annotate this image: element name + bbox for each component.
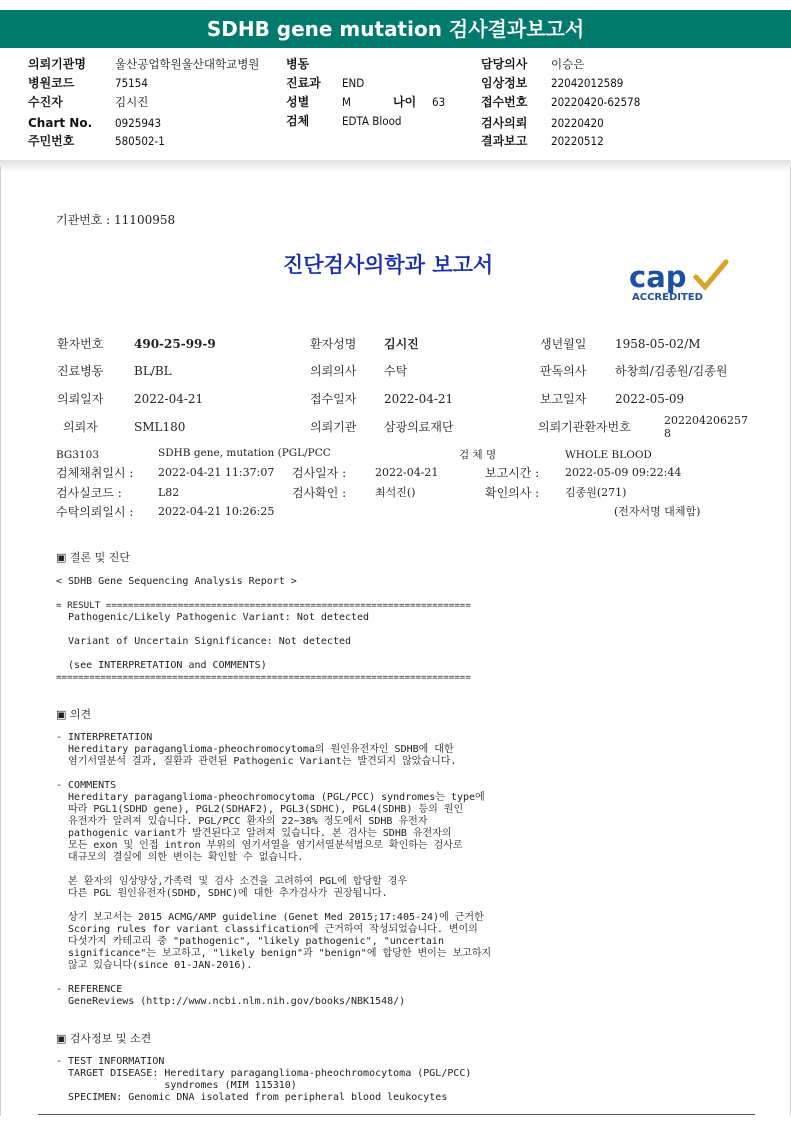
test-date-value: 2022-04-21 [375,466,439,479]
sex-label: 성별 [286,95,310,109]
doctor-value: 이승은 [551,57,585,71]
req-date-value: 2022-04-21 [134,392,204,406]
age-value: 63 [432,95,446,109]
comments-line-1: Hereditary paraganglioma-pheochromocytoma (PGL/PCC) syndromes는 type에 [56,792,485,803]
req-date-label: 의뢰일자 [57,392,104,406]
clinical-label: 임상정보 [481,76,528,90]
header-divider [0,160,791,172]
request-value: 20220420 [551,116,604,130]
comments-line-3: 유전자가 알려져 있습니다. PGL/PCC 환자의 22~38% 정도에서 SDHB 유전자 [56,816,428,827]
report-time-value: 2022-05-09 09:22:44 [565,466,682,479]
test-code: BG3103 [56,449,100,461]
comments-line-9: 상기 보고서는 2015 ACMG/AMP guideline (Genet Med 2015;17:405-24)에 근거한 [56,912,484,923]
section-conclusion: ▣ 결론 및 진단 [56,551,131,564]
result-line-2: Variant of Uncertain Significance: Not detected [56,636,352,647]
institution-value: 울산공업학원울산대학교병원 [115,57,260,71]
comments-line-8: 다른 PGL 원인유전자(SDHD, SDHC)에 대한 추가검사가 권장됩니다. [56,888,388,899]
comments-line-2: 따라 PGL1(SDHD gene), PGL2(SDHAF2), PGL3(SDHC), PGL4(SDHB) 등의 원인 [56,804,464,815]
testinfo-line-1: TARGET DISEASE: Hereditary paraganglioma-pheochromocytoma (PGL/PCC) [56,1068,472,1079]
order-value: 2022-04-21 10:26:25 [158,505,275,518]
chart-value: 0925943 [115,116,162,130]
testinfo-line-2: syndromes (MIM 115310) [56,1080,297,1091]
cap-check-icon [696,262,726,287]
result-line-1: Pathogenic/Likely Pathogenic Variant: Not detected [56,612,370,623]
testinfo-head: - TEST INFORMATION [56,1056,165,1067]
confirm-doc-label: 확인의사 : [485,486,540,500]
collect-value: 2022-04-21 11:37:07 [158,466,275,479]
comments-line-5: 모든 exon 및 인접 intron 부위의 염기서열을 염기서열분석법으로 확인하는 검사로 [56,840,463,851]
comments-head: - COMMENTS [56,780,117,791]
report-title-bar: SDHB gene mutation 검사결과보고서 [0,10,791,48]
room-label: 검사실코드 : [56,486,122,500]
patient-label: 수진자 [28,95,63,109]
document-title: 진단검사의학과 보고서 [283,252,494,277]
report-date-value: 2022-05-09 [615,392,685,406]
analysis-title: < SDHB Gene Sequencing Analysis Report > [56,576,297,587]
specimen-label: 검체 [286,114,310,128]
receipt-value: 20220420-62578 [551,95,641,109]
test-name: SDHB gene, mutation (PGL/PCC [158,447,331,459]
cap-accredited-text: ACCREDITED [632,292,703,303]
org-number: 기관번호 : 11100958 [56,213,176,227]
age-label: 나이 [393,95,417,109]
test-specimen-value: WHOLE BLOOD [565,449,652,461]
req-org-patno-value: 202204206257 [664,414,748,427]
patient-no-label: 환자번호 [57,337,104,351]
name-value: 김시진 [384,337,419,351]
comments-line-13: 않고 있습니다(since 01-JAN-2016). [56,960,253,971]
room-value: L82 [158,486,180,499]
reader-label: 판독의사 [540,364,587,378]
requester-label: 의뢰자 [63,420,98,434]
doctor-label: 담당의사 [481,57,528,71]
chart-label: Chart No. [28,116,93,130]
patient-value: 김시진 [115,95,149,109]
confirm-doc-value: 김종원(271) [565,486,627,499]
req-org-value: 삼광의료재단 [384,420,454,434]
clinical-value: 22042012589 [551,76,624,90]
interp-head: - INTERPRETATION [56,732,153,743]
report-time-label: 보고시간 : [485,466,540,480]
req-org-label: 의뢰기관 [310,420,357,434]
reference-line-1[interactable]: GeneReviews (http://www.ncbi.nlm.nih.gov/books/NBK1548/) [56,996,406,1007]
confirm-label: 검사확인 : [292,486,347,500]
comments-line-11: 다섯가지 카테고리 중 "pathogenic", "likely pathogenic", "uncertain [56,936,444,947]
cap-accredited-logo [626,257,730,305]
requester-value: SML180 [134,420,186,434]
hospital-code-label: 병원코드 [28,76,75,90]
recv-date-value: 2022-04-21 [384,392,454,406]
comments-line-10: Scoring rules for variant classification에 근거하여 작성되었습니다. 변이의 [56,924,478,935]
result-header: = RESULT ================================================================== [56,600,471,611]
rrn-value: 580502-1 [115,134,165,148]
comments-line-4: pathogenic variant가 발견된다고 알려져 있습니다. 본 검사는 SDHB 유전자의 [56,828,452,839]
order-label: 수탁의뢰일시 : [56,505,134,519]
dob-value: 1958-05-02/M [615,337,701,351]
report-value: 20220512 [551,134,604,148]
reference-head: - REFERENCE [56,984,123,995]
ward-label: 병동 [286,57,310,71]
esign-note: (전자서명 대체함) [614,505,701,518]
section-test-info: ▣ 검사정보 및 소견 [56,1032,152,1045]
report-label: 결과보고 [481,134,528,148]
ward-info-label: 진료병동 [57,364,104,378]
dob-label: 생년월일 [540,337,587,351]
test-date-label: 검사일자 : [292,466,347,480]
test-specimen-label: 검 체 명 [459,449,497,461]
report-date-label: 보고일자 [540,392,587,406]
hospital-code-value: 75154 [115,76,148,90]
dept-label: 진료과 [286,76,321,90]
reader-value: 하창희/김종원/김종원 [615,364,728,378]
receipt-label: 접수번호 [481,95,528,109]
req-org-patno-label: 의뢰기관환자번호 [538,420,631,434]
comments-line-12: significance"는 보고하고, "likely benign"과 "benign"에 합당한 변이는 보고하지 [56,948,492,959]
name-label: 환자성명 [310,337,357,351]
recv-date-label: 접수일자 [310,392,357,406]
req-doctor-label: 의뢰의사 [310,364,357,378]
result-line-3: (see INTERPRETATION and COMMENTS) [56,660,267,671]
ward-info-value: BL/BL [134,364,172,378]
testinfo-line-3: SPECIMEN: Genomic DNA isolated from peripheral blood leukocytes [56,1092,448,1103]
req-org-patno-value-cont: 8 [664,427,671,440]
cap-logo-text: cap [629,260,687,294]
sex-value: M [342,95,351,109]
request-label: 검사의뢰 [481,116,528,130]
patient-no-value: 490-25-99-9 [134,337,216,351]
dept-value: END [342,76,365,90]
institution-label: 의뢰기관명 [28,57,86,71]
comments-line-6: 대규모의 결실에 의한 변이는 확인할 수 없습니다. [56,852,304,863]
result-footer: =========================================================================== [56,672,471,683]
interp-line-2: 염기서열분석 결과, 질환과 관련된 Pathogenic Variant는 발견되지 않았습니다. [56,756,457,767]
page-frame-left [0,166,1,1116]
comments-line-7: 본 환자의 임상양상,가족력 및 검사 소견을 고려하여 PGL에 합당할 경우 [56,876,408,887]
confirm-value: 최석진() [375,486,416,499]
specimen-value: EDTA Blood [342,114,402,128]
interp-line-1: Hereditary paraganglioma-pheochromocytoma의 원인유전자인 SDHB에 대한 [56,744,454,755]
page-bottom-rule [38,1114,755,1115]
section-opinion: ▣ 의견 [56,708,92,721]
rrn-label: 주민번호 [28,134,75,148]
req-doctor-value: 수탁 [384,364,408,378]
collect-label: 검체채취일시 : [56,466,134,480]
